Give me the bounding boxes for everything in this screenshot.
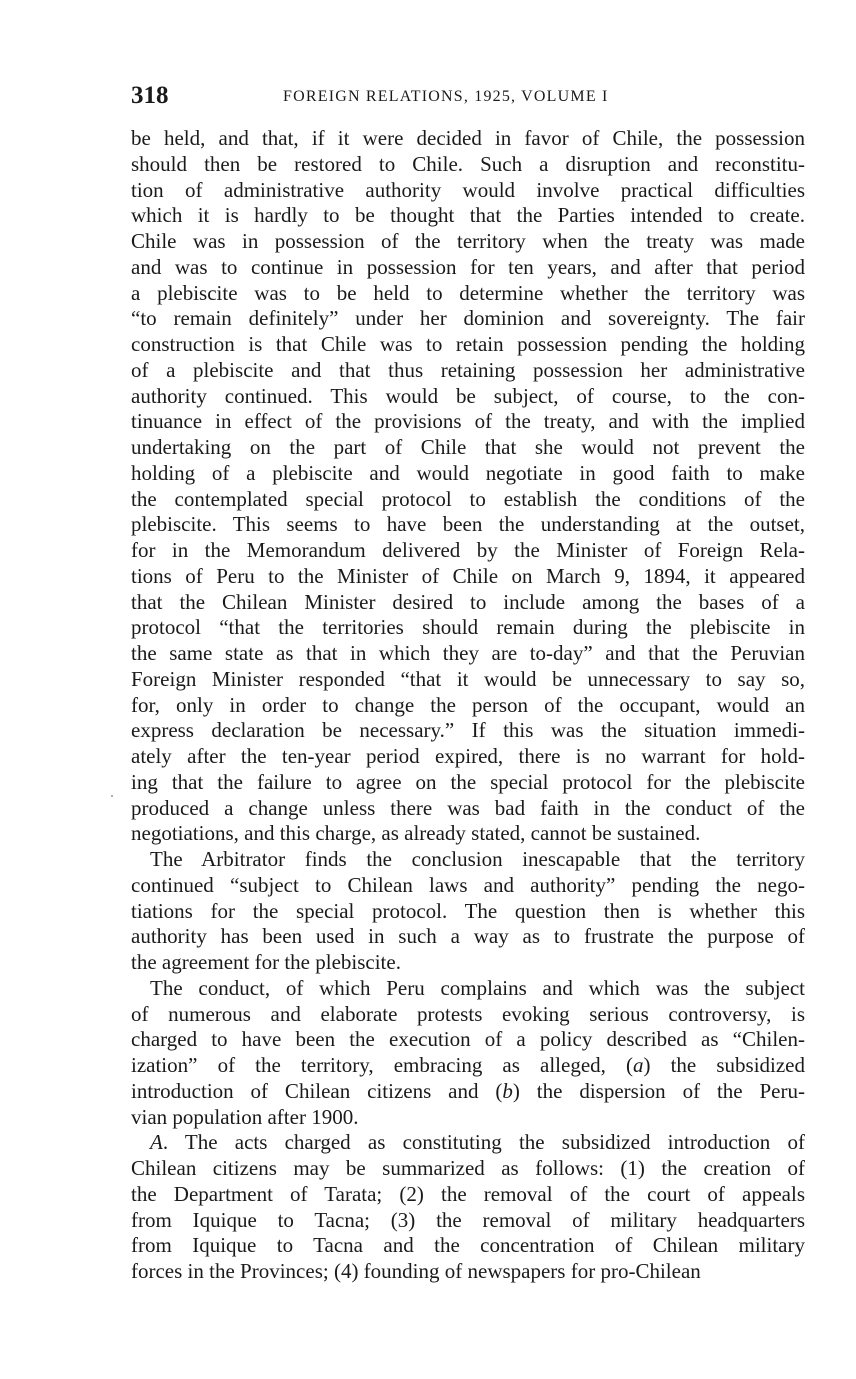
text-line: tiations for the special protocol. The question then is whether this xyxy=(131,898,805,923)
text-line: should then be restored to Chile. Such a disruption and reconstitu- xyxy=(131,151,805,176)
paragraph xyxy=(131,1130,805,1285)
running-head: FOREIGN RELATIONS, 1925, VOLUME I xyxy=(283,88,609,105)
text-line: from Iquique to Tacna; (3) the removal of military headquarters xyxy=(131,1207,805,1232)
paragraph xyxy=(131,126,805,847)
text-line: charged to have been the execution of a policy described as “Chilen- xyxy=(131,1027,805,1052)
text-line: continued “subject to Chilean laws and authority” pending the nego- xyxy=(131,872,805,897)
paragraph xyxy=(131,847,805,976)
text-line: of numerous and elaborate protests evoking serious controversy, is xyxy=(131,1001,805,1026)
body-text xyxy=(131,126,805,1285)
text-line: authority continued. This would be subject, of course, to the con- xyxy=(131,383,805,408)
text-line: A. The acts charged as constituting the subsidized introduction of xyxy=(150,1130,805,1155)
text-line: a plebiscite was to be held to determine whether the territory was xyxy=(131,280,805,305)
text-line: protocol “that the territories should remain during the plebiscite in xyxy=(131,615,805,640)
stray-mark xyxy=(111,795,113,797)
text-line: the agreement for the plebiscite. xyxy=(131,950,401,974)
text-line: from Iquique to Tacna and the concentration of Chilean military xyxy=(131,1233,805,1258)
text-line: which it is hardly to be thought that the Parties intended to create. xyxy=(131,203,805,228)
text-line: of a plebiscite and that thus retaining possession her administrative xyxy=(131,357,805,382)
text-line: and was to continue in possession for ten years, and after that period xyxy=(131,254,805,279)
text-line: holding of a plebiscite and would negotiate in good faith to make xyxy=(131,460,805,485)
text-line: introduction of Chilean citizens and (b) the dispersion of the Peru- xyxy=(131,1078,805,1103)
text-line: the contemplated special protocol to establish the conditions of the xyxy=(131,486,805,511)
text-line: ing that the failure to agree on the special protocol for the plebiscite xyxy=(131,769,805,794)
paragraph xyxy=(131,976,805,1131)
text-line: for, only in order to change the person of the occupant, would an xyxy=(131,692,805,717)
page-number: 318 xyxy=(131,82,169,109)
text-line: produced a change unless there was bad faith in the conduct of the xyxy=(131,795,805,820)
text-line: Chilean citizens may be summarized as follows: (1) the creation of xyxy=(131,1156,805,1180)
text-line: forces in the Provinces; (4) founding of newspapers for pro-Chilean xyxy=(131,1259,701,1283)
text-line: tion of administrative authority would involve practical difficulties xyxy=(131,177,805,202)
text-line: plebiscite. This seems to have been the understanding at the outset, xyxy=(131,512,805,537)
text-line: Chile was in possession of the territory when the treaty was made xyxy=(131,229,805,253)
text-line: that the Chilean Minister desired to include among the bases of a xyxy=(131,589,805,614)
text-line: express declaration be necessary.” If this was the situation immedi- xyxy=(131,718,805,743)
text-line: negotiations, and this charge, as already stated, cannot be sustained. xyxy=(131,821,701,846)
text-line: The conduct, of which Peru complains and which was the subject xyxy=(150,975,805,1000)
text-line: “to remain definitely” under her dominion and sovereignty. The fair xyxy=(131,306,805,331)
text-line: construction is that Chile was to retain possession pending the holding xyxy=(131,332,805,356)
text-line: be held, and that, if it were decided in favor of Chile, the possession xyxy=(131,126,805,150)
page-header xyxy=(131,80,805,114)
text-line: Foreign Minister responded “that it would be unnecessary to say so, xyxy=(131,666,805,691)
text-line: tions of Peru to the Minister of Chile on March 9, 1894, it appeared xyxy=(131,563,805,588)
text-line: The Arbitrator finds the conclusion inescapable that the territory xyxy=(150,847,805,871)
text-line: undertaking on the part of Chile that she would not prevent the xyxy=(131,435,805,459)
text-line: tinuance in effect of the provisions of the treaty, and with the implied xyxy=(131,409,805,434)
text-line: the Department of Tarata; (2) the removal of the court of appeals xyxy=(131,1181,805,1206)
text-line: ately after the ten-year period expired, there is no warrant for hold- xyxy=(131,744,805,768)
text-line: for in the Memorandum delivered by the Minister of Foreign Rela- xyxy=(131,538,805,562)
text-line: ization” of the territory, embracing as alleged, (a) the subsidized xyxy=(131,1053,805,1077)
text-line: vian population after 1900. xyxy=(131,1104,359,1129)
text-line: the same state as that in which they are to-day” and that the Peruvian xyxy=(131,641,805,665)
text-line: authority has been used in such a way as to frustrate the purpose of xyxy=(131,924,805,949)
